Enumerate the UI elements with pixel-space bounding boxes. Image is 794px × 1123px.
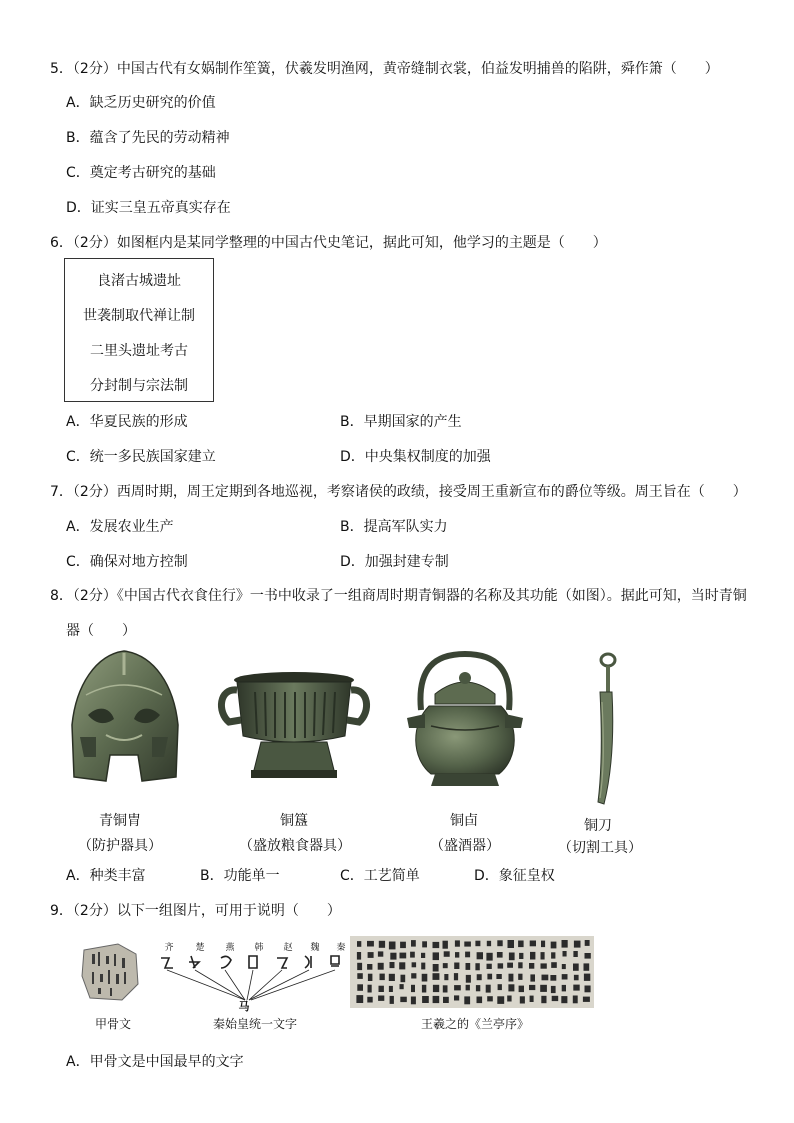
calligraphy-glyph bbox=[508, 940, 515, 948]
calligraphy-glyph bbox=[529, 985, 535, 990]
calligraphy-glyph bbox=[497, 952, 503, 958]
calligraphy-glyph bbox=[465, 952, 470, 958]
calligraphy-glyph bbox=[433, 973, 440, 980]
calligraphy-glyph bbox=[562, 964, 566, 969]
oracle-bone-image bbox=[78, 940, 142, 1004]
calligraphy-glyph bbox=[433, 996, 440, 1003]
calligraphy-glyph bbox=[401, 975, 406, 983]
calligraphy-glyph bbox=[583, 997, 590, 1002]
calligraphy-glyph bbox=[497, 996, 504, 1004]
calligraphy-glyph bbox=[411, 997, 416, 1005]
calligraphy-glyph bbox=[475, 963, 479, 970]
script-label: 燕 bbox=[225, 943, 235, 953]
calligraphy-glyph bbox=[487, 996, 493, 1001]
calligraphy-glyph bbox=[455, 952, 459, 958]
calligraphy-glyph bbox=[400, 984, 404, 989]
q7-stem: 7．（2分）西周时期，周王定期到各地巡视，考察诸侯的政绩，接受周王重新宣布的爵位等级。周王旨在（ ） bbox=[50, 484, 747, 500]
calligraphy-glyph bbox=[443, 963, 448, 968]
q6-option-b: B．早期国家的产生 bbox=[340, 414, 462, 430]
calligraphy-glyph bbox=[585, 986, 591, 993]
q7-option-a: A．发展农业生产 bbox=[66, 519, 174, 535]
calligraphy-glyph bbox=[367, 941, 374, 947]
calligraphy-glyph bbox=[443, 941, 448, 949]
calligraphy-glyph bbox=[487, 964, 492, 969]
calligraphy-glyph bbox=[367, 997, 372, 1003]
q8-option-b: B．功能单一 bbox=[200, 868, 280, 884]
calligraphy-glyph bbox=[464, 942, 471, 947]
bronze-gui-vessel-image bbox=[215, 670, 373, 782]
calligraphy-glyph bbox=[550, 975, 556, 981]
q9-caption: 王羲之的《兰亭序》 bbox=[420, 1017, 529, 1031]
calligraphy-glyph bbox=[433, 985, 439, 992]
calligraphy-glyph bbox=[507, 996, 511, 1002]
script-label: 韩 bbox=[254, 943, 264, 953]
calligraphy-glyph bbox=[509, 974, 514, 982]
q6-notes-box bbox=[64, 258, 214, 402]
calligraphy-glyph bbox=[466, 963, 471, 970]
bronze-you-vessel-image bbox=[395, 648, 535, 790]
calligraphy-glyph bbox=[486, 953, 492, 961]
calligraphy-glyph bbox=[433, 964, 439, 972]
calligraphy-glyph bbox=[573, 996, 578, 1004]
calligraphy-glyph bbox=[454, 973, 458, 980]
q9-stem: 9．（2分）以下一组图片，可用于说明（ ） bbox=[50, 903, 341, 919]
script-label: 赵 bbox=[283, 943, 293, 953]
calligraphy-glyph bbox=[357, 941, 361, 947]
script-label: 楚 bbox=[195, 943, 205, 953]
calligraphy-glyph bbox=[541, 941, 545, 948]
calligraphy-glyph bbox=[454, 995, 459, 1000]
q8-stem-line2: 器（ ） bbox=[66, 623, 136, 639]
calligraphy-glyph bbox=[585, 940, 590, 946]
calligraphy-glyph bbox=[367, 964, 372, 970]
calligraphy-glyph bbox=[411, 940, 416, 947]
calligraphy-glyph bbox=[379, 986, 384, 992]
calligraphy-glyph bbox=[551, 942, 557, 949]
script-label: 秦 bbox=[336, 943, 346, 953]
calligraphy-glyph bbox=[563, 951, 567, 957]
calligraphy-glyph bbox=[389, 942, 396, 950]
calligraphy-glyph bbox=[422, 974, 428, 982]
q6-stem: 6．（2分）如图框内是某同学整理的中国古代史笔记，据此可知，他学习的主题是（ ） bbox=[50, 235, 607, 251]
calligraphy-glyph bbox=[507, 963, 513, 968]
calligraphy-glyph bbox=[476, 985, 480, 991]
calligraphy-glyph bbox=[541, 952, 545, 959]
calligraphy-glyph bbox=[518, 962, 522, 968]
calligraphy-glyph bbox=[368, 974, 373, 981]
q7-option-d: D．加强封建专制 bbox=[340, 554, 449, 570]
calligraphy-glyph bbox=[357, 984, 363, 991]
q8-item-name: 铜簋 bbox=[280, 813, 308, 829]
calligraphy-glyph bbox=[562, 940, 568, 948]
bronze-helmet-image bbox=[66, 645, 182, 785]
calligraphy-glyph bbox=[444, 974, 448, 980]
calligraphy-glyph bbox=[561, 996, 567, 1003]
calligraphy-glyph bbox=[509, 953, 515, 961]
calligraphy-glyph bbox=[378, 963, 384, 970]
q8-item-func: （盛酒器） bbox=[430, 838, 500, 854]
calligraphy-glyph bbox=[541, 963, 547, 968]
q5-option-a: A．缺乏历史研究的价值 bbox=[66, 95, 216, 111]
calligraphy-glyph bbox=[455, 940, 460, 946]
q9-caption: 秦始皇统一文字 bbox=[212, 1017, 297, 1031]
calligraphy-glyph bbox=[421, 953, 425, 958]
calligraphy-glyph bbox=[487, 941, 491, 946]
script-label: 齐 bbox=[164, 943, 174, 953]
calligraphy-glyph bbox=[498, 984, 502, 990]
calligraphy-glyph bbox=[496, 974, 501, 979]
q5-option-b: B．蕴含了先民的劳动精神 bbox=[66, 130, 230, 146]
calligraphy-glyph bbox=[422, 941, 427, 947]
calligraphy-glyph bbox=[573, 964, 579, 971]
calligraphy-glyph bbox=[551, 952, 555, 958]
calligraphy-glyph bbox=[497, 940, 502, 946]
q9-option-a: A．甲骨文是中国最早的文字 bbox=[66, 1054, 244, 1070]
calligraphy-glyph bbox=[454, 985, 461, 990]
calligraphy-glyph bbox=[477, 952, 483, 959]
q9-caption: 甲骨文 bbox=[94, 1017, 131, 1031]
calligraphy-glyph bbox=[574, 975, 579, 981]
calligraphy-glyph bbox=[400, 953, 407, 959]
calligraphy-glyph bbox=[390, 962, 395, 968]
calligraphy-glyph bbox=[508, 984, 514, 991]
calligraphy-glyph bbox=[422, 985, 426, 993]
calligraphy-glyph bbox=[518, 941, 524, 948]
calligraphy-glyph bbox=[368, 952, 374, 958]
calligraphy-glyph bbox=[399, 962, 405, 969]
q8-item-name: 铜卣 bbox=[450, 813, 478, 829]
q5-option-d: D．证实三皇五帝真实存在 bbox=[66, 200, 231, 216]
calligraphy-glyph bbox=[541, 996, 546, 1003]
q6-box-line: 分封制与宗法制 bbox=[90, 378, 188, 394]
bronze-knife-image bbox=[586, 652, 618, 808]
calligraphy-glyph bbox=[477, 997, 483, 1004]
calligraphy-glyph bbox=[519, 953, 523, 959]
q8-option-d: D．象征皇权 bbox=[474, 868, 555, 884]
calligraphy-glyph bbox=[400, 942, 406, 948]
calligraphy-glyph bbox=[454, 963, 459, 970]
q6-box-line: 二里头遗址考古 bbox=[90, 343, 188, 359]
q8-option-c: C．工艺简单 bbox=[340, 868, 420, 884]
calligraphy-glyph bbox=[400, 997, 407, 1002]
calligraphy-glyph bbox=[486, 985, 491, 993]
q6-option-a: A．华夏民族的形成 bbox=[66, 414, 188, 430]
calligraphy-glyph bbox=[573, 985, 579, 991]
q8-stem-line1: 8．（2分）《中国古代衣食住行》一书中收录了一组商周时期青铜器的名称及其功能（如图）。据此可知，当时青铜 bbox=[50, 588, 747, 604]
q6-option-c: C．统一多民族国家建立 bbox=[66, 449, 216, 465]
calligraphy-glyph bbox=[412, 962, 417, 967]
q5-stem: 5．（2分）中国古代有女娲制作笙簧，伏羲发明渔网，黄帝缝制衣裳，伯益发明捕兽的陷阱，舜作箫（ ） bbox=[50, 61, 719, 77]
calligraphy-glyph bbox=[421, 963, 425, 970]
calligraphy-glyph bbox=[477, 974, 482, 980]
calligraphy-glyph bbox=[574, 941, 581, 948]
q5-option-c: C．奠定考古研究的基础 bbox=[66, 165, 216, 181]
calligraphy-glyph bbox=[552, 996, 559, 1001]
q6-box-line: 世袭制取代禅让制 bbox=[83, 308, 195, 324]
calligraphy-glyph bbox=[378, 996, 384, 1001]
calligraphy-glyph bbox=[530, 941, 536, 947]
calligraphy-glyph bbox=[357, 952, 361, 960]
calligraphy-glyph bbox=[551, 962, 557, 968]
calligraphy-glyph bbox=[357, 963, 362, 970]
calligraphy-glyph bbox=[378, 951, 383, 956]
calligraphy-glyph bbox=[411, 973, 416, 978]
calligraphy-glyph bbox=[551, 986, 556, 993]
calligraphy-glyph bbox=[562, 974, 568, 979]
calligraphy-glyph bbox=[380, 974, 385, 981]
calligraphy-glyph bbox=[530, 952, 535, 960]
calligraphy-glyph bbox=[573, 951, 577, 957]
q8-item-func: （切割工具） bbox=[558, 840, 642, 856]
calligraphy-glyph bbox=[585, 953, 591, 959]
calligraphy-glyph bbox=[520, 996, 525, 1003]
calligraphy-glyph bbox=[433, 942, 440, 948]
q8-item-func: （盛放粮食器具） bbox=[239, 838, 351, 854]
calligraphy-glyph bbox=[498, 963, 504, 968]
calligraphy-glyph bbox=[433, 952, 439, 960]
calligraphy-glyph bbox=[529, 963, 534, 969]
q7-option-b: B．提高军队实力 bbox=[340, 519, 448, 535]
calligraphy-glyph bbox=[475, 941, 480, 947]
calligraphy-glyph bbox=[562, 985, 566, 992]
qin-center-char: 马 bbox=[238, 1000, 250, 1013]
q6-box-line: 良渚古城遗址 bbox=[97, 273, 181, 289]
calligraphy-glyph bbox=[390, 996, 394, 1004]
calligraphy-glyph bbox=[464, 996, 470, 1004]
calligraphy-glyph bbox=[368, 985, 372, 993]
calligraphy-glyph bbox=[357, 973, 363, 979]
calligraphy-glyph bbox=[379, 941, 385, 948]
calligraphy-glyph bbox=[584, 963, 590, 970]
calligraphy-glyph bbox=[443, 985, 448, 992]
calligraphy-glyph bbox=[540, 985, 547, 992]
calligraphy-glyph bbox=[542, 975, 549, 981]
calligraphy-glyph bbox=[443, 997, 449, 1003]
calligraphy-glyph bbox=[389, 986, 393, 992]
calligraphy-glyph bbox=[518, 974, 522, 980]
calligraphy-glyph bbox=[410, 952, 415, 958]
calligraphy-glyph bbox=[584, 974, 590, 981]
q6-option-d: D．中央集权制度的加强 bbox=[340, 449, 491, 465]
calligraphy-glyph bbox=[466, 985, 470, 991]
calligraphy-glyph bbox=[356, 995, 363, 1003]
calligraphy-glyph bbox=[389, 974, 395, 981]
q8-item-func: （防护器具） bbox=[78, 838, 162, 854]
q8-option-a: A．种类丰富 bbox=[66, 868, 146, 884]
lanting-xu-image bbox=[350, 936, 594, 1008]
q8-item-name: 铜刀 bbox=[584, 818, 612, 834]
script-label: 魏 bbox=[310, 943, 320, 953]
calligraphy-glyph bbox=[390, 953, 396, 960]
qin-script-diagram bbox=[155, 952, 355, 1012]
calligraphy-glyph bbox=[487, 974, 492, 980]
q7-option-c: C．确保对地方控制 bbox=[66, 554, 188, 570]
calligraphy-glyph bbox=[466, 975, 471, 983]
calligraphy-glyph bbox=[530, 996, 534, 1002]
calligraphy-glyph bbox=[411, 985, 415, 992]
q8-item-name: 青铜胄 bbox=[99, 813, 141, 829]
calligraphy-glyph bbox=[530, 974, 535, 981]
calligraphy-glyph bbox=[519, 986, 524, 993]
calligraphy-glyph bbox=[422, 996, 429, 1003]
calligraphy-glyph bbox=[444, 951, 450, 957]
